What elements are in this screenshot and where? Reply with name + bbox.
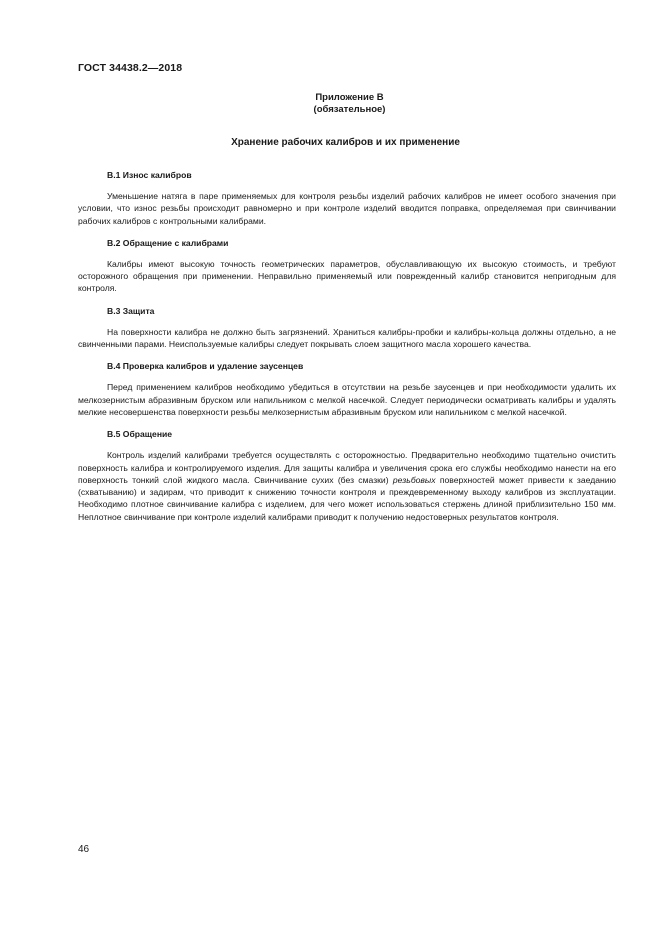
section-heading: В.2 Обращение с калибрами bbox=[107, 237, 229, 248]
document-body bbox=[78, 169, 616, 533]
section-b3 bbox=[78, 305, 616, 351]
paragraph-text-italic: резьбовых bbox=[392, 474, 436, 485]
section-heading: В.5 Обращение bbox=[107, 429, 173, 440]
section-heading: В.1 Износ калибров bbox=[107, 170, 192, 180]
annex-status: (обязательное) bbox=[313, 104, 386, 115]
paragraph-text-end: поверхностей может привести к заеданию (схватыванию) и задирам, что приводит к снижению точности контроля и преждевременному выходу калибров из эксплуатации. Необходимо плотное свинчивание калибра с изделием, для чего может использоваться стержень длиной приблизительно 150 мм. Неплотное свинчивание при контроле изделий калибрами приводит к получению недостоверных результатов контроля. bbox=[78, 474, 616, 522]
section-b5 bbox=[78, 428, 616, 523]
section-b2 bbox=[78, 237, 616, 295]
section-heading: В.4 Проверка калибров и удаление заусенцев bbox=[107, 361, 304, 372]
section-paragraph: На поверхности калибра не должно быть загрязнений. Храниться калибры-пробки и калибры-кольца должны отдельно, а не свинченными парами. Неиспользуемые калибры следует покрывать слоем защитного масла хорошего качества. bbox=[78, 326, 616, 350]
page-number: 46 bbox=[78, 844, 90, 855]
section-paragraph: Перед применением калибров необходимо убедиться в отсутствии на резьбе заусенцев и при необходимости удалить их мелкозернистым абразивным бруском или напильником с мелкой насечкой. Следует периодически осматривать калибры и удалять мелкие несовершенства поверхности резьбы мелкозернистым абразивным бруском или напильником с мелкой насечкой. bbox=[78, 382, 616, 417]
section-b4 bbox=[78, 360, 616, 418]
section-paragraph: Калибры имеют высокую точность геометрических параметров, обуславливающую их высокую стоимость, и требуют осторожного обращения при применении. Неправильно применяемый или поврежденный калибр становится непригодным для контроля. bbox=[78, 258, 616, 294]
section-paragraph bbox=[78, 449, 616, 523]
section-paragraph: Уменьшение натяга в паре применяемых для контроля резьбы изделий рабочих калибров не имеет особого значения при условии, что износ резьбы происходит равномерно и при контроле изделий вводится поправка, определяемая при свинчивании рабочих калибров с контрольными калибрами. bbox=[78, 191, 616, 226]
paragraph-text-start: Контроль изделий калибрами требуется осуществлять с осторожностью. Предварительно необходимо тщательно очистить поверхность калибра и контролируемого изделия. Для защиты калибра и увеличения срока его службы необходимо нанести на его поверхность тонкий слой жидкого масла. Свинчивание сухих (без смазки) bbox=[78, 450, 616, 485]
annex-heading: Хранение рабочих калибров и их применение bbox=[231, 137, 460, 148]
document-id: ГОСТ 34438.2—2018 bbox=[78, 62, 183, 74]
section-heading: В.3 Защита bbox=[107, 305, 155, 316]
section-b1 bbox=[78, 169, 616, 227]
annex-title: Приложение В bbox=[315, 92, 384, 103]
